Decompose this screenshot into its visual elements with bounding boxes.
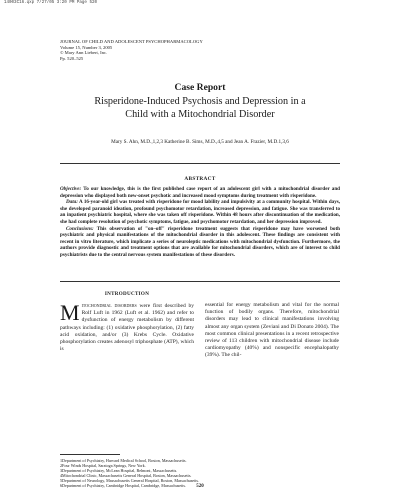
footnote: 5Department of Neurology, Massachusetts General Hospital, Boston, Massachusetts. xyxy=(60,478,200,484)
objective-label: Objective: xyxy=(60,186,82,192)
top-rule xyxy=(60,163,340,164)
journal-name: JOURNAL OF CHILD AND ADOLESCENT PSYCHOPHARMACOLOGY xyxy=(60,39,203,44)
intro-heading: INTRODUCTION xyxy=(104,291,150,297)
intro-smallcaps: itochondrial disorders xyxy=(81,303,137,309)
footnote: 3Department of Psychiatry, McLean Hospital, Belmont, Massachusetts. xyxy=(60,468,178,474)
intro-right-text: essential for energy metabolism and vital for the normal function of bodily organs. Therefore, mitochondrial disorders may lead to clinical manifestations involving almost any organ system (Zeviani and Di Donato 2004). The most common clinical presentations in a recent retrospective review of 113 children with mitochondrial disease include cardiomyopathy (40%) and nonspecific encephalopathy (39%). The chil- xyxy=(205,302,339,359)
journal-pages: Pp. 520–525 xyxy=(60,55,84,61)
abstract-rule xyxy=(60,281,340,282)
abstract-heading: ABSTRACT xyxy=(184,176,216,182)
abstract-conclusions xyxy=(60,226,340,259)
file-slug: 14003C16.qxp 7/27/05 3:20 PM Page 520 xyxy=(4,1,97,5)
intro-right-column xyxy=(205,302,339,360)
data-text: A 16-year-old girl was treated with risperidone for mood lability and impulsivity at a community hospital. Within days, she developed paranoid ideation, profound psychomotor retardation, increased depression, and fatigue. She was transferred to an inpatient psychiatric hospital, where she was taken off risperidone. Within 48 hours after discontinuation of the medication, she had complete resolution of psychotic symptoms, fatigue, and psychomotor retardation, and her depression improved. xyxy=(60,199,340,225)
journal-header xyxy=(60,39,203,61)
article-title xyxy=(40,96,360,121)
intro-left-text: were first described by Rolf Luft in 1962 (Luft et al. 1962) and refer to dysfunction of energy metabolism by different pathways including: (1) oxidative phosphorylation, (2) fatty acid oxidation, and/or (3) Krebs Cycle. Oxidative phosphorylation creates adenosyl triphosphate (ATP), which is xyxy=(60,303,195,353)
page-number: 520 xyxy=(196,484,204,489)
footnote: 2Four Winds Hospital, Saratoga Springs, New York. xyxy=(60,463,146,469)
footnote: 6Department of Psychiatry, Cambridge Hospital, Cambridge, Massachusetts. xyxy=(60,483,186,489)
conclusions-text: This observation of "on–off" risperidone treatment suggests that risperidone may have worsened both psychiatric and physical manifestations of the mitochondrial disorder in this adolescent. These findings are consistent with recent in vitro literature, which implicate a series of neuroleptic medications with mitochondrial dysfunction. Furthermore, the authors provide diagnostic and treatment options that are available for mitochondrial disorders, which are of interest to child psychiatrists due to the central nervous system manifestations of these disorders. xyxy=(60,225,340,258)
journal-publisher: © Mary Ann Liebert, Inc. xyxy=(60,50,108,56)
footnote-rule xyxy=(60,454,120,455)
section-label: Case Report xyxy=(174,82,226,93)
footnote: 4Mitochondrial Clinic, Massachusetts General Hospital, Boston, Massachusetts. xyxy=(60,473,192,479)
data-label: Data: xyxy=(66,199,78,206)
author-list: Mary S. Ahn, M.D.,1,2,3 Katherine B. Sims, M.D.,4,5 and Jean A. Frazier, M.D.1,3,6 xyxy=(111,139,289,145)
abstract-body xyxy=(60,186,340,259)
title-line-1: Risperidone-Induced Psychosis and Depression in a xyxy=(94,96,306,107)
conclusions-label: Conclusions: xyxy=(66,225,94,232)
objective-text: To our knowledge, this is the first published case report of an adolescent girl with a mitochondrial disorder and depression who displayed both new-onset psychotic and increased mood symptoms during treatment with risperidone. xyxy=(60,186,340,199)
drop-cap: M xyxy=(60,300,80,325)
title-line-2: Child with a Mitochondrial Disorder xyxy=(125,108,275,120)
abstract-objective xyxy=(60,186,340,199)
footnote: 1Department of Psychiatry, Harvard Medical School, Boston, Massachusetts. xyxy=(60,458,187,463)
journal-volume: Volume 15, Number 3, 2005 xyxy=(60,44,113,50)
intro-left-column xyxy=(60,300,195,353)
abstract-data xyxy=(60,199,340,225)
